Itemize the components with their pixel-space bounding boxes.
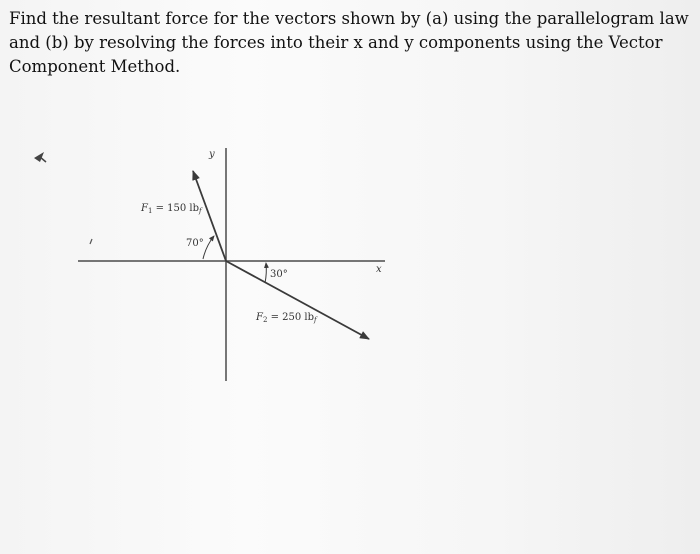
force-1-subscript: 1 — [147, 207, 153, 215]
scan-mark-arrow — [34, 152, 46, 162]
force-1-unit-subscript: f — [199, 207, 202, 215]
force-2-vector — [226, 261, 369, 339]
y-axis-label: y — [209, 149, 215, 160]
force-2-value: = 250 lb — [267, 312, 315, 323]
question-line-2: and (b) by resolving the forces into their x and y components using the Vector — [9, 33, 663, 52]
force-1-angle-arc — [203, 236, 214, 259]
scan-mark-tick — [90, 239, 92, 244]
force-2-angle-label: 30° — [270, 269, 288, 280]
force-1-value: = 150 lb — [152, 203, 200, 214]
x-axis-label: x — [376, 264, 382, 275]
question-line-3: Component Method. — [9, 57, 181, 76]
force-2-subscript: 2 — [262, 316, 268, 324]
force-1-label — [140, 203, 203, 215]
force-2-symbol: F — [256, 312, 263, 323]
force-1-symbol: F — [141, 203, 148, 214]
force-2-angle-arc — [265, 263, 266, 283]
force-2-label — [255, 312, 318, 324]
question-line-1: Find the resultant force for the vectors shown by (a) using the parallelogram law — [9, 9, 689, 28]
force-2-unit-subscript: f — [314, 316, 317, 324]
force-1-angle-label: 70° — [186, 238, 204, 249]
